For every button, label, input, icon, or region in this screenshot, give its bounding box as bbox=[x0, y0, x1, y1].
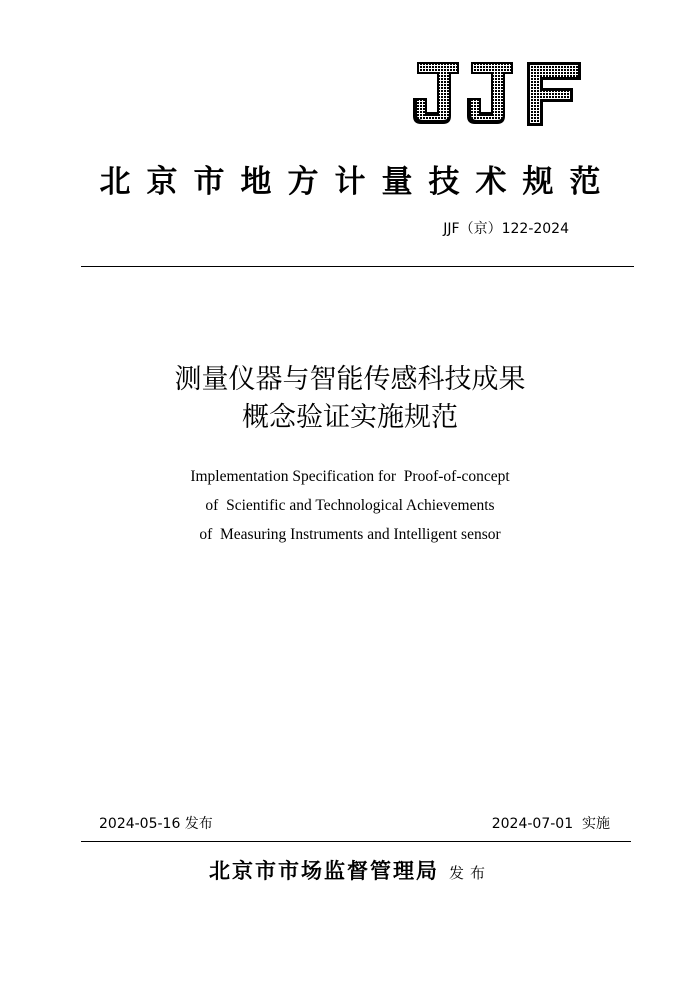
issuer-line bbox=[0, 855, 700, 885]
chinese-title-line-1: 测量仪器与智能传感科技成果 bbox=[174, 364, 526, 395]
chinese-title bbox=[0, 361, 700, 437]
effective-date: 2024-07-01 实施 bbox=[491, 816, 610, 832]
english-title-line-2: of Scientific and Technological Achievements bbox=[205, 497, 495, 514]
english-title-line-3: of Measuring Instruments and Intelligent sensor bbox=[199, 526, 501, 543]
english-title-line-1: Implementation Specification for Proof-of-concept bbox=[190, 468, 510, 485]
issue-date: 2024-05-16 发布 bbox=[99, 816, 213, 832]
issuer-verb: 发布 bbox=[448, 864, 491, 882]
regulation-series-title: 北京市地方计量技术规范 bbox=[99, 164, 617, 200]
english-title bbox=[0, 462, 700, 549]
top-divider bbox=[81, 266, 634, 267]
bottom-divider bbox=[81, 841, 631, 842]
issuer-name: 北京市市场监督管理局 bbox=[208, 858, 439, 883]
standard-code: JJF（京）122-2024 bbox=[443, 221, 569, 237]
jjf-logo-icon bbox=[411, 60, 583, 128]
chinese-title-line-2: 概念验证实施规范 bbox=[242, 402, 458, 433]
